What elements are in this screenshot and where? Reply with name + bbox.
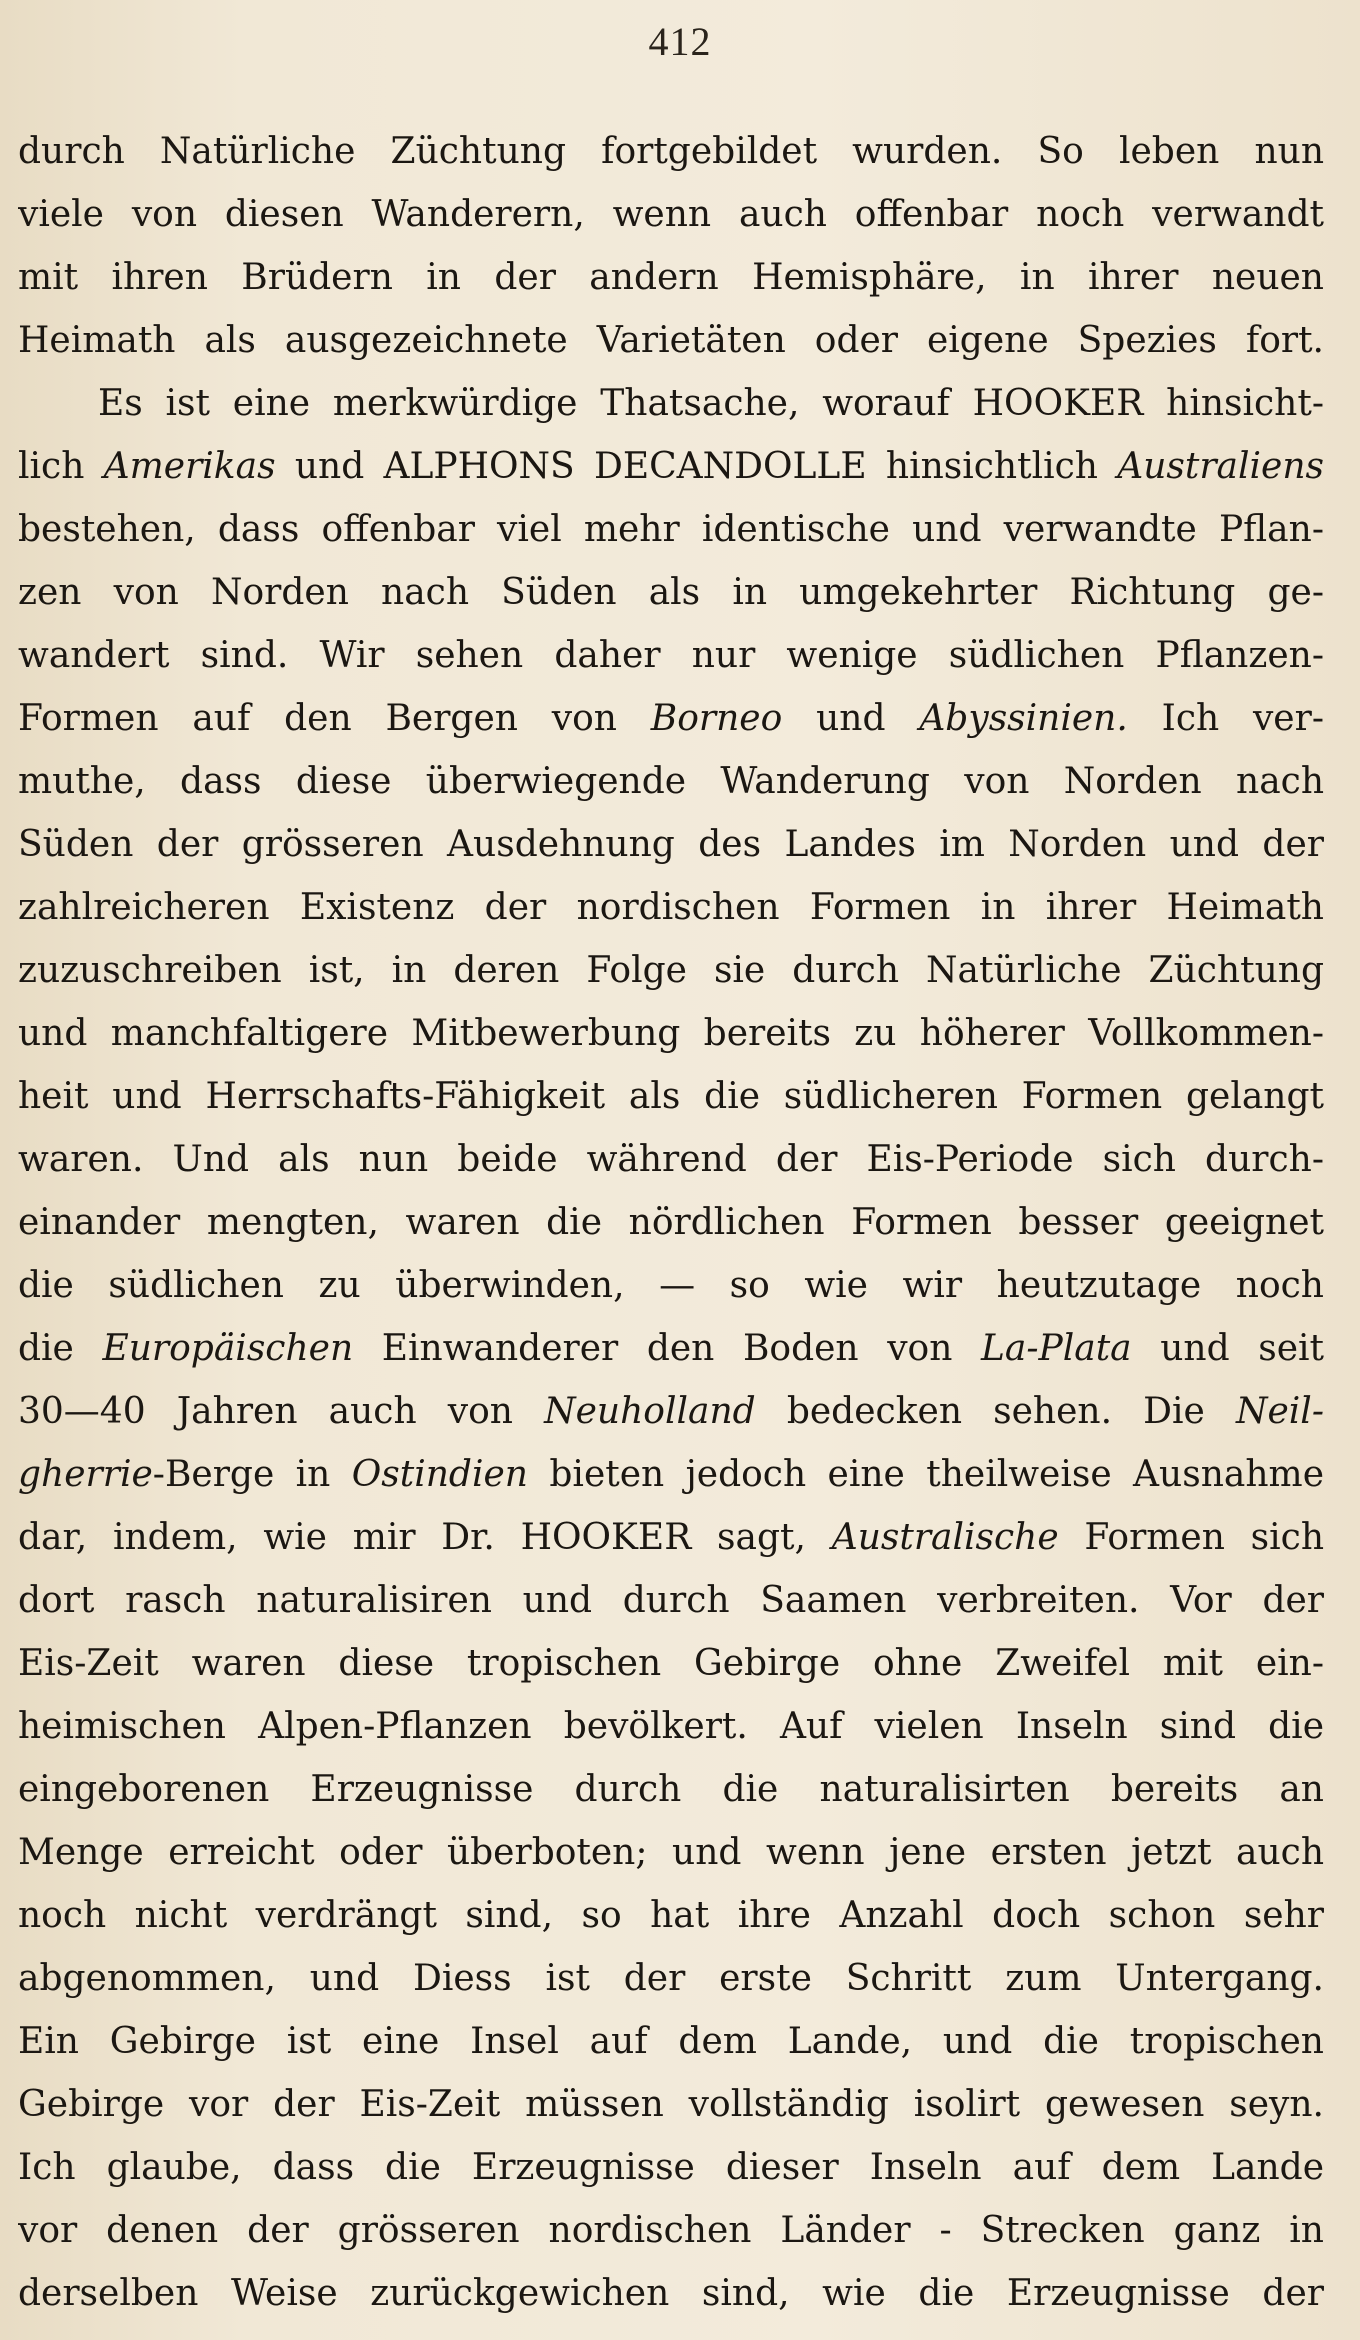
text-line: dort rasch naturalisiren und durch Saamen verbreiten. Vor der: [18, 1580, 1324, 1621]
text-line: die Europäischen Einwanderer den Boden von La-Plata und seit: [18, 1328, 1324, 1369]
text-line: und manchfaltigere Mitbewerbung bereits zu höherer Vollkommen-: [18, 1013, 1324, 1054]
text-line: mit ihren Brüdern in der andern Hemisphäre, in ihrer neuen: [18, 257, 1324, 298]
text-line: zen von Norden nach Süden als in umgekehrter Richtung ge-: [18, 572, 1324, 613]
text-line: zuzuschreiben ist, in deren Folge sie durch Natürliche Züchtung: [18, 950, 1324, 991]
text-line: Formen auf den Bergen von Borneo und Abyssinien. Ich ver-: [18, 698, 1324, 739]
paragraph-first-line: Es ist eine merkwürdige Thatsache, worauf HOOKER hinsicht-: [98, 383, 1324, 424]
text-line: heit und Herrschafts-Fähigkeit als die südlicheren Formen gelangt: [18, 1076, 1324, 1117]
text-line: zahlreicheren Existenz der nordischen Formen in ihrer Heimath: [18, 887, 1324, 928]
author-name: HOOKER: [520, 1517, 692, 1558]
place-name: Borneo: [650, 698, 783, 739]
place-name: Europäischen: [102, 1328, 354, 1369]
text-line: die südlichen zu überwinden, — so wie wir heutzutage noch: [18, 1265, 1324, 1306]
author-name: HOOKER: [972, 383, 1144, 424]
place-name: gherrie: [18, 1454, 153, 1495]
text-line: waren. Und als nun beide während der Eis-Periode sich durch-: [18, 1139, 1324, 1180]
place-name: Neil-: [1235, 1391, 1324, 1432]
place-name: Australische: [831, 1517, 1059, 1558]
text-line: abgenommen, und Diess ist der erste Schritt zum Untergang.: [18, 1958, 1324, 1999]
place-name: Neuholland: [544, 1391, 756, 1432]
text-line: dar, indem, wie mir Dr. HOOKER sagt, Australische Formen sich: [18, 1517, 1324, 1558]
text-line: Heimath als ausgezeichnete Varietäten oder eigene Spezies fort.: [18, 320, 1324, 361]
text-line: heimischen Alpen-Pflanzen bevölkert. Auf vielen Inseln sind die: [18, 1706, 1324, 1747]
text-line: Ich glaube, dass die Erzeugnisse dieser Inseln auf dem Lande: [18, 2147, 1324, 2188]
text-line: gherrie-Berge in Ostindien bieten jedoch eine theilweise Ausnahme: [18, 1454, 1324, 1495]
text-line: muthe, dass diese überwiegende Wanderung von Norden nach: [18, 761, 1324, 802]
text-line: eingeborenen Erzeugnisse durch die naturalisirten bereits an: [18, 1769, 1324, 1810]
page-number: 412: [648, 19, 712, 64]
text-line: Süden der grösseren Ausdehnung des Landes im Norden und der: [18, 824, 1324, 865]
author-name: ALPHONS DECANDOLLE: [383, 446, 867, 487]
place-name: Ostindien: [351, 1454, 528, 1495]
place-name: Amerikas: [103, 446, 276, 487]
body-text: [18, 120, 1324, 2325]
text-line: wandert sind. Wir sehen daher nur wenige südlichen Pflanzen-: [18, 635, 1324, 676]
text-line: durch Natürliche Züchtung fortgebildet wurden. So leben nun: [18, 131, 1324, 172]
text-line: noch nicht verdrängt sind, so hat ihre Anzahl doch schon sehr: [18, 1895, 1324, 1936]
text-line: Eis-Zeit waren diese tropischen Gebirge ohne Zweifel mit ein-: [18, 1643, 1324, 1684]
text-line: 30—40 Jahren auch von Neuholland bedecken sehen. Die Neil-: [18, 1391, 1324, 1432]
place-name: Australiens: [1117, 446, 1324, 487]
text-line: vor denen der grösseren nordischen Länder - Strecken ganz in: [18, 2210, 1324, 2251]
text-line: Ein Gebirge ist eine Insel auf dem Lande, und die tropischen: [18, 2021, 1324, 2062]
place-name: Abyssinien.: [919, 698, 1128, 739]
text-line: viele von diesen Wanderern, wenn auch offenbar noch verwandt: [18, 194, 1324, 235]
text-line: lich Amerikas und ALPHONS DECANDOLLE hinsichtlich Australiens: [18, 446, 1324, 487]
text-line: derselben Weise zurückgewichen sind, wie die Erzeugnisse der: [18, 2273, 1324, 2314]
text-line: Menge erreicht oder überboten; und wenn jene ersten jetzt auch: [18, 1832, 1324, 1873]
text-line: einander mengten, waren die nördlichen Formen besser geeignet: [18, 1202, 1324, 1243]
place-name: La-Plata: [980, 1328, 1132, 1369]
text-line: bestehen, dass offenbar viel mehr identische und verwandte Pflan-: [18, 509, 1324, 550]
text-line: Gebirge vor der Eis-Zeit müssen vollständig isolirt gewesen seyn.: [18, 2084, 1324, 2125]
